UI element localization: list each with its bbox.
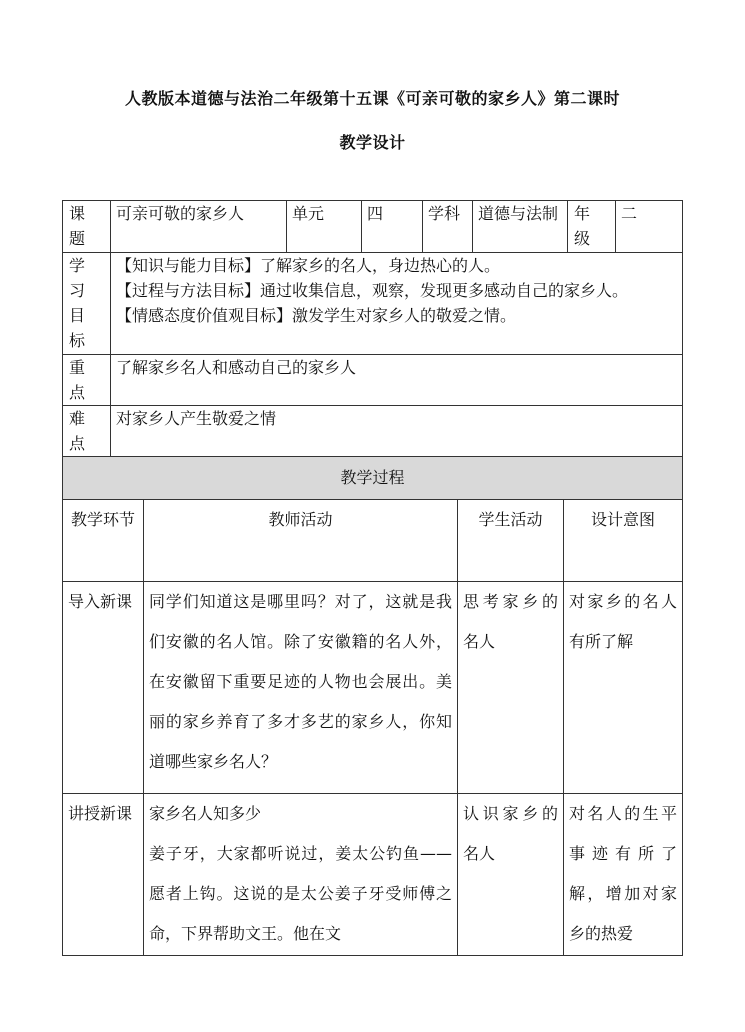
stage-cell: 导入新课 — [63, 582, 144, 794]
student-cell: 认识家乡的名人 — [458, 794, 564, 956]
intent-cell: 对名人的生平事迹有所了解，增加对家乡的热爱 — [564, 794, 683, 956]
lesson-info-table — [62, 200, 683, 457]
key-label: 重 点 — [63, 355, 111, 406]
grade-label: 年 级 — [568, 201, 616, 253]
grade-value: 二 — [616, 201, 683, 253]
goal-emotion: 【情感态度价值观目标】激发学生对家乡人的敬爱之情。 — [116, 306, 517, 325]
student-cell: 思考家乡的名人 — [458, 582, 564, 794]
subject-label: 学科 — [423, 201, 473, 253]
subject-value: 道德与法制 — [473, 201, 568, 253]
goal-knowledge: 【知识与能力目标】了解家乡的名人，身边热心的人。 — [116, 256, 501, 275]
unit-label: 单元 — [287, 201, 362, 253]
teacher-cell — [144, 794, 458, 956]
intent-cell: 对家乡的名人有所了解 — [564, 582, 683, 794]
document-title: 人教版本道德与法治二年级第十五课《可亲可敬的家乡人》第二课时 — [124, 89, 620, 108]
document-subtitle: 教学设计 — [339, 133, 406, 152]
header-intent: 设计意图 — [564, 500, 683, 582]
table-row — [63, 582, 683, 794]
teacher-topic: 家乡名人知多少 — [149, 804, 262, 823]
table-row — [63, 794, 683, 956]
lesson-label: 课 题 — [63, 201, 111, 253]
stage-cell: 讲授新课 — [63, 794, 144, 956]
difficulty-value: 对家乡人产生敬爱之情 — [111, 406, 683, 457]
goal-process: 【过程与方法目标】通过收集信息，观察，发现更多感动自己的家乡人。 — [116, 281, 629, 300]
teacher-cell: 同学们知道这是哪里吗？对了，这就是我们安徽的名人馆。除了安徽籍的名人外，在安徽留下重要足迹的人物也会展出。美丽的家乡养育了多才多艺的家乡人，你知道哪些家乡名人？ — [144, 582, 458, 794]
unit-value: 四 — [362, 201, 423, 253]
key-value: 了解家乡名人和感动自己的家乡人 — [111, 355, 683, 406]
difficulty-label: 难 点 — [63, 406, 111, 457]
lesson-value: 可亲可敬的家乡人 — [111, 201, 287, 253]
teaching-process-table — [62, 456, 683, 956]
header-teacher: 教师活动 — [144, 500, 458, 582]
header-stage: 教学环节 — [63, 500, 144, 582]
header-student: 学生活动 — [458, 500, 564, 582]
process-band: 教学过程 — [63, 457, 683, 500]
goals-cell — [111, 253, 683, 355]
goals-label: 学 习 目 标 — [63, 253, 111, 355]
teacher-text: 姜子牙，大家都听说过，姜太公钓鱼——愿者上钩。这说的是太公姜子牙受师傅之命，下界帮助文王。他在文 — [149, 844, 452, 943]
